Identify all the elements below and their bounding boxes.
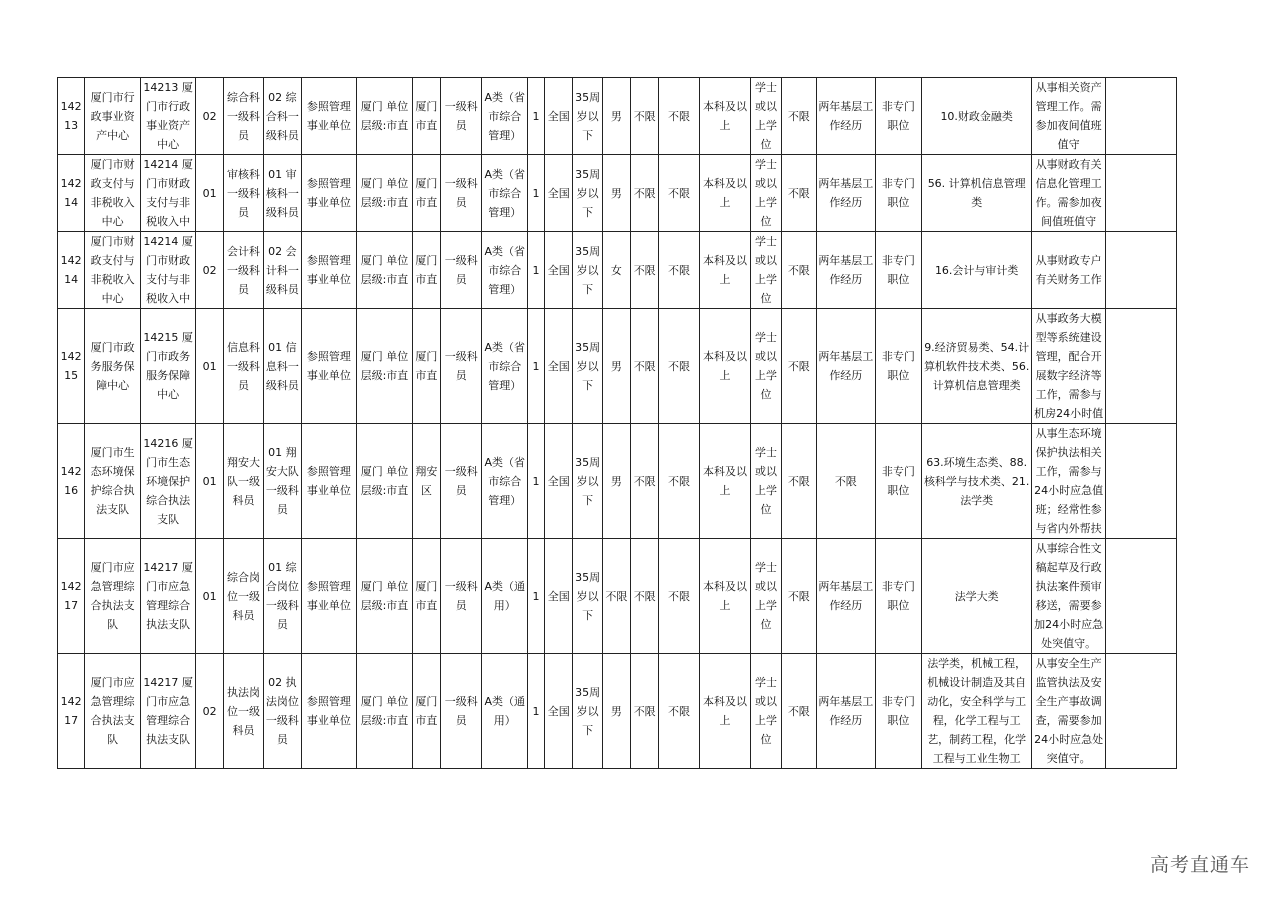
- cell-remark: 从事财政有关信息化管理工作。需参加夜间值班值守: [1032, 155, 1106, 232]
- cell-level: 厦门 单位层级:市直: [357, 232, 413, 309]
- cell-scope: 全国: [545, 309, 573, 424]
- cell-unit: 14213 厦门市行政事业资产中心: [140, 78, 196, 155]
- cell-post-no: 02: [196, 232, 223, 309]
- cell-ethnic: 不限: [631, 424, 659, 539]
- cell-other: 不限: [781, 232, 816, 309]
- cell-dept: 厦门市财政支付与非税收入中心: [85, 155, 141, 232]
- cell-experience: 两年基层工作经历: [817, 155, 876, 232]
- cell-city: 厦门市直: [412, 232, 440, 309]
- cell-unit: 14214 厦门市财政支付与非税收入中: [140, 155, 196, 232]
- cell-experience: 两年基层工作经历: [817, 539, 876, 654]
- cell-degree: 学士或以上学位: [751, 424, 781, 539]
- cell-scope: 全国: [545, 155, 573, 232]
- cell-blank: [1106, 155, 1177, 232]
- cell-political: 不限: [659, 309, 699, 424]
- cell-count: 1: [527, 654, 544, 769]
- cell-dept: 厦门市生态环境保护综合执法支队: [85, 424, 141, 539]
- cell-education: 本科及以上: [699, 539, 751, 654]
- cell-education: 本科及以上: [699, 78, 751, 155]
- cell-degree: 学士或以上学位: [751, 232, 781, 309]
- cell-blank: [1106, 654, 1177, 769]
- cell-dept: 厦门市应急管理综合执法支队: [85, 539, 141, 654]
- cell-political: 不限: [659, 539, 699, 654]
- cell-post-code: 02 综合科一级科员: [264, 78, 301, 155]
- cell-level: 厦门 单位层级:市直: [357, 424, 413, 539]
- cell-other: 不限: [781, 309, 816, 424]
- cell-age: 35周岁以下: [573, 232, 602, 309]
- cell-count: 1: [527, 424, 544, 539]
- cell-nature: 参照管理事业单位: [301, 78, 357, 155]
- cell-major: 法学大类: [922, 539, 1032, 654]
- cell-code: 14217: [58, 654, 85, 769]
- cell-age: 35周岁以下: [573, 424, 602, 539]
- cell-code: 14215: [58, 309, 85, 424]
- cell-post-code: 01 信息科一级科员: [264, 309, 301, 424]
- cell-post-code: 01 综合岗位一级科员: [264, 539, 301, 654]
- cell-post-name: 执法岗位一级科员: [223, 654, 263, 769]
- cell-education: 本科及以上: [699, 309, 751, 424]
- cell-post-no: 01: [196, 309, 223, 424]
- cell-grade: 一级科员: [441, 424, 482, 539]
- table-row: [58, 539, 1177, 654]
- cell-ethnic: 不限: [631, 155, 659, 232]
- cell-exam: A类（省市综合管理）: [482, 232, 527, 309]
- cell-degree: 学士或以上学位: [751, 155, 781, 232]
- cell-post-name: 会计科一级科员: [223, 232, 263, 309]
- cell-ethnic: 不限: [631, 309, 659, 424]
- cell-specialty: 非专门职位: [875, 424, 921, 539]
- cell-degree: 学士或以上学位: [751, 539, 781, 654]
- cell-city: 翔安区: [412, 424, 440, 539]
- cell-code: 14214: [58, 155, 85, 232]
- cell-exam: A类（通用）: [482, 654, 527, 769]
- cell-age: 35周岁以下: [573, 654, 602, 769]
- cell-major: 9.经济贸易类、54.计算机软件技术类、56. 计算机信息管理类: [922, 309, 1032, 424]
- cell-major: 56. 计算机信息管理类: [922, 155, 1032, 232]
- cell-ethnic: 不限: [631, 78, 659, 155]
- cell-blank: [1106, 539, 1177, 654]
- cell-blank: [1106, 78, 1177, 155]
- cell-code: 14214: [58, 232, 85, 309]
- cell-exam: A类（省市综合管理）: [482, 78, 527, 155]
- cell-blank: [1106, 424, 1177, 539]
- cell-remark: 从事安全生产监管执法及安全生产事故调查，需要参加24小时应急处突值守。: [1032, 654, 1106, 769]
- table-row: [58, 78, 1177, 155]
- cell-post-code: 02 执法岗位一级科员: [264, 654, 301, 769]
- cell-specialty: 非专门职位: [875, 155, 921, 232]
- cell-experience: 两年基层工作经历: [817, 232, 876, 309]
- cell-grade: 一级科员: [441, 232, 482, 309]
- cell-specialty: 非专门职位: [875, 78, 921, 155]
- cell-post-no: 02: [196, 78, 223, 155]
- cell-post-code: 02 会计科一级科员: [264, 232, 301, 309]
- cell-blank: [1106, 232, 1177, 309]
- cell-other: 不限: [781, 78, 816, 155]
- cell-education: 本科及以上: [699, 232, 751, 309]
- cell-specialty: 非专门职位: [875, 654, 921, 769]
- cell-count: 1: [527, 78, 544, 155]
- cell-code: 14216: [58, 424, 85, 539]
- cell-exam: A类（省市综合管理）: [482, 424, 527, 539]
- cell-specialty: 非专门职位: [875, 309, 921, 424]
- cell-exam: A类（省市综合管理）: [482, 309, 527, 424]
- cell-political: 不限: [659, 155, 699, 232]
- cell-post-no: 01: [196, 539, 223, 654]
- cell-post-name: 审核科一级科员: [223, 155, 263, 232]
- cell-other: 不限: [781, 424, 816, 539]
- cell-political: 不限: [659, 654, 699, 769]
- cell-degree: 学士或以上学位: [751, 309, 781, 424]
- cell-scope: 全国: [545, 232, 573, 309]
- cell-post-code: 01 审核科一级科员: [264, 155, 301, 232]
- cell-blank: [1106, 309, 1177, 424]
- cell-major: 63.环境生态类、88.核科学与技术类、21.法学类: [922, 424, 1032, 539]
- cell-unit: 14215 厦门市政务服务保障中心: [140, 309, 196, 424]
- cell-post-no: 01: [196, 155, 223, 232]
- cell-grade: 一级科员: [441, 309, 482, 424]
- cell-dept: 厦门市政务服务保障中心: [85, 309, 141, 424]
- cell-age: 35周岁以下: [573, 78, 602, 155]
- cell-specialty: 非专门职位: [875, 232, 921, 309]
- cell-nature: 参照管理事业单位: [301, 654, 357, 769]
- cell-major: 16.会计与审计类: [922, 232, 1032, 309]
- cell-count: 1: [527, 309, 544, 424]
- cell-count: 1: [527, 155, 544, 232]
- cell-city: 厦门市直: [412, 155, 440, 232]
- cell-gender: 不限: [602, 539, 630, 654]
- cell-scope: 全国: [545, 78, 573, 155]
- cell-exam: A类（省市综合管理）: [482, 155, 527, 232]
- cell-gender: 男: [602, 309, 630, 424]
- cell-remark: 从事相关资产管理工作。需参加夜间值班值守: [1032, 78, 1106, 155]
- cell-nature: 参照管理事业单位: [301, 309, 357, 424]
- cell-grade: 一级科员: [441, 539, 482, 654]
- table-row: [58, 232, 1177, 309]
- cell-gender: 女: [602, 232, 630, 309]
- cell-experience: 两年基层工作经历: [817, 78, 876, 155]
- cell-nature: 参照管理事业单位: [301, 232, 357, 309]
- cell-city: 厦门市直: [412, 78, 440, 155]
- table-row: [58, 155, 1177, 232]
- cell-level: 厦门 单位层级:市直: [357, 155, 413, 232]
- cell-other: 不限: [781, 155, 816, 232]
- cell-education: 本科及以上: [699, 155, 751, 232]
- cell-degree: 学士或以上学位: [751, 78, 781, 155]
- cell-count: 1: [527, 539, 544, 654]
- cell-major: 10.财政金融类: [922, 78, 1032, 155]
- cell-level: 厦门 单位层级:市直: [357, 309, 413, 424]
- cell-unit: 14216 厦门市生态环境保护综合执法支队: [140, 424, 196, 539]
- cell-ethnic: 不限: [631, 539, 659, 654]
- cell-remark: 从事生态环境保护执法相关工作，需参与24小时应急值班；经常性参与省内外帮扶: [1032, 424, 1106, 539]
- cell-grade: 一级科员: [441, 155, 482, 232]
- cell-education: 本科及以上: [699, 654, 751, 769]
- cell-nature: 参照管理事业单位: [301, 424, 357, 539]
- cell-scope: 全国: [545, 424, 573, 539]
- cell-unit: 14214 厦门市财政支付与非税收入中: [140, 232, 196, 309]
- cell-code: 14217: [58, 539, 85, 654]
- cell-political: 不限: [659, 424, 699, 539]
- cell-gender: 男: [602, 424, 630, 539]
- table-row: [58, 309, 1177, 424]
- cell-dept: 厦门市应急管理综合执法支队: [85, 654, 141, 769]
- cell-degree: 学士或以上学位: [751, 654, 781, 769]
- cell-education: 本科及以上: [699, 424, 751, 539]
- cell-ethnic: 不限: [631, 232, 659, 309]
- cell-city: 厦门市直: [412, 539, 440, 654]
- cell-city: 厦门市直: [412, 654, 440, 769]
- table-body: [58, 78, 1177, 769]
- cell-scope: 全国: [545, 654, 573, 769]
- cell-level: 厦门 单位层级:市直: [357, 654, 413, 769]
- cell-political: 不限: [659, 232, 699, 309]
- cell-nature: 参照管理事业单位: [301, 155, 357, 232]
- cell-unit: 14217 厦门市应急管理综合执法支队: [140, 654, 196, 769]
- cell-grade: 一级科员: [441, 78, 482, 155]
- cell-political: 不限: [659, 78, 699, 155]
- table-row: [58, 424, 1177, 539]
- cell-unit: 14217 厦门市应急管理综合执法支队: [140, 539, 196, 654]
- cell-grade: 一级科员: [441, 654, 482, 769]
- cell-scope: 全国: [545, 539, 573, 654]
- cell-level: 厦门 单位层级:市直: [357, 78, 413, 155]
- recruitment-table: [57, 77, 1177, 769]
- cell-dept: 厦门市财政支付与非税收入中心: [85, 232, 141, 309]
- table-row: [58, 654, 1177, 769]
- cell-post-code: 01 翔安大队一级科员: [264, 424, 301, 539]
- cell-exam: A类（通用）: [482, 539, 527, 654]
- cell-age: 35周岁以下: [573, 309, 602, 424]
- cell-remark: 从事综合性文稿起草及行政执法案件预审移送，需要参加24小时应急处突值守。: [1032, 539, 1106, 654]
- cell-city: 厦门市直: [412, 309, 440, 424]
- cell-post-no: 02: [196, 654, 223, 769]
- cell-experience: 两年基层工作经历: [817, 654, 876, 769]
- cell-other: 不限: [781, 539, 816, 654]
- cell-post-no: 01: [196, 424, 223, 539]
- cell-gender: 男: [602, 155, 630, 232]
- cell-ethnic: 不限: [631, 654, 659, 769]
- cell-experience: 不限: [817, 424, 876, 539]
- cell-code: 14213: [58, 78, 85, 155]
- cell-post-name: 综合科一级科员: [223, 78, 263, 155]
- cell-gender: 男: [602, 654, 630, 769]
- cell-gender: 男: [602, 78, 630, 155]
- cell-post-name: 综合岗位一级科员: [223, 539, 263, 654]
- cell-level: 厦门 单位层级:市直: [357, 539, 413, 654]
- watermark: 高考直通车: [1149, 854, 1250, 876]
- cell-count: 1: [527, 232, 544, 309]
- cell-age: 35周岁以下: [573, 539, 602, 654]
- cell-post-name: 翔安大队一级科员: [223, 424, 263, 539]
- cell-specialty: 非专门职位: [875, 539, 921, 654]
- cell-remark: 从事政务大模型等系统建设管理，配合开展数字经济等工作，需参与机房24小时值: [1032, 309, 1106, 424]
- cell-post-name: 信息科一级科员: [223, 309, 263, 424]
- cell-other: 不限: [781, 654, 816, 769]
- cell-dept: 厦门市行政事业资产中心: [85, 78, 141, 155]
- cell-major: 法学类，机械工程，机械设计制造及其自动化，安全科学与工程，化学工程与工艺，制药工程，化学工程与工业生物工: [922, 654, 1032, 769]
- cell-nature: 参照管理事业单位: [301, 539, 357, 654]
- cell-age: 35周岁以下: [573, 155, 602, 232]
- cell-remark: 从事财政专户有关财务工作: [1032, 232, 1106, 309]
- cell-experience: 两年基层工作经历: [817, 309, 876, 424]
